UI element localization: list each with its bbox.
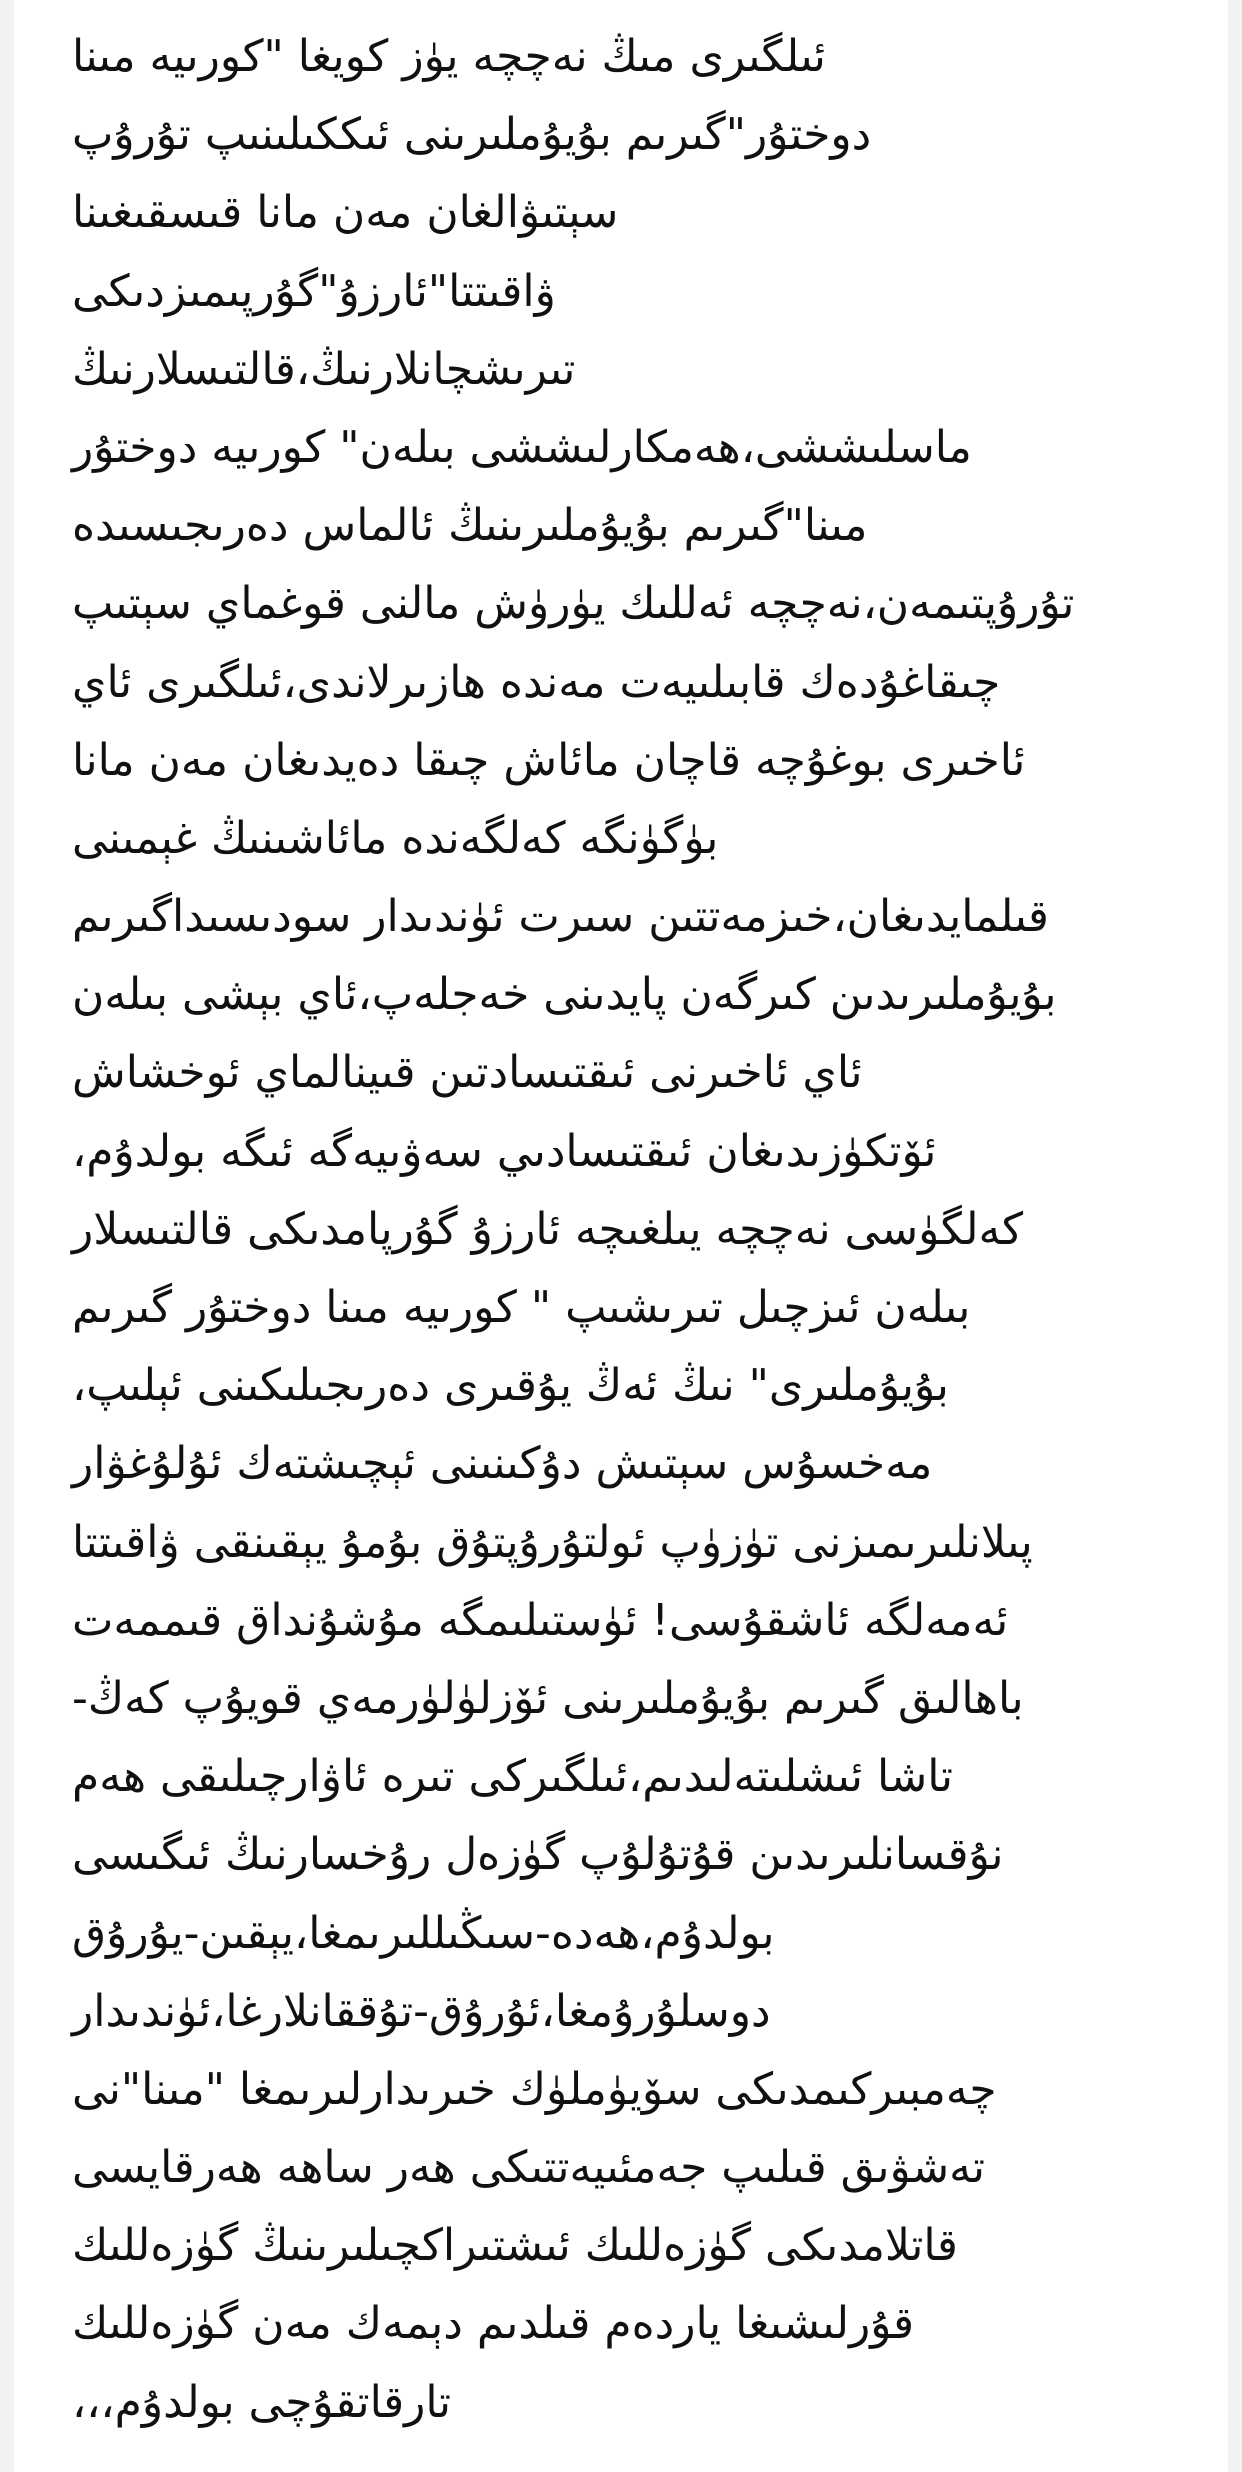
text-line: بۇيۇملىرى" نىڭ ئەڭ يۇقىرى دەرىجىلىكىنى ئېلىپ، (72, 1360, 949, 1412)
text-line: بىلەن ئىزچىل تىرىشىپ " كورىيە مىنا دوختۇر گىرىم (72, 1282, 971, 1333)
text-line: بۈگۈنگە كەلگەندە مائاشىنىڭ غېمىنى (72, 812, 719, 864)
text-line: پىلانلىرىمىزنى تۈزۈپ ئولتۇرۇپتۇق بۇمۇ يېقىنقى ۋاقىتتا (72, 1516, 1033, 1568)
text-line: مەخسۇس سېتىش دۇكىنىنى ئېچىشتەك ئۇلۇغۋار (72, 1438, 933, 1490)
text-line: چىقاغۇدەك قابىلىيەت مەندە ھازىرلاندى،ئىلگىرى ئاي (72, 656, 1001, 708)
text-line: ئىلگىرى مىڭ نەچچە يۈز كويغا "كورىيە مىنا (72, 31, 826, 82)
text-line: ئەمەلگە ئاشقۇسى! ئۈستىلىمگە مۇشۇنداق قىممەت (72, 1594, 1009, 1646)
article-page (14, 0, 1228, 2472)
text-line: قاتلامدىكى گۈزەللىك ئىشتىراكچىلىرىنىڭ گۈزەللىك (72, 2220, 958, 2272)
text-line: تاشا ئىشلىتەلىدىم،ئىلگىركى تىرە ئاۋارچىلىقى ھەم (72, 1751, 953, 1803)
text-line: ماسلىششى،ھەمكارلىششى بىلەن" كورىيە دوختۇر (72, 421, 972, 473)
text-line: تىرىشچانلارنىڭ،قالتىسلارنىڭ (72, 343, 576, 395)
text-line: بولدۇم،ھەدە-سىڭىللىرىمغا،يېقىن-يۇرۇق (72, 1907, 775, 1959)
text-line: ئاخىرى بوغۇچە قاچان مائاش چىقا دەيدىغان مەن مانا (72, 734, 1026, 786)
text-line: باھالىق گىرىم بۇيۇملىرىنى ئۆزلۈلۈرمەي قويۇپ كەڭ- (72, 1672, 1024, 1724)
text-line: ئاي ئاخىرنى ئىقتىسادتىن قىينالماي ئوخشاش (72, 1047, 863, 1099)
text-line: بۇيۇملىرىدىن كىرگەن پايدىنى خەجلەپ،ئاي بېشى بىلەن (72, 969, 1057, 1021)
text-line: سېتىۋالغان مەن مانا قىسقىغىنا (72, 187, 619, 239)
text-line: ۋاقىتتا"ئارزۇ"گۇرپىمىزدىكى (72, 265, 556, 317)
text-line: تۇرۇپتىمەن،نەچچە ئەللىك يۈرۈش مالنى قوغماي سېتىپ (72, 578, 1075, 630)
text-line: دوسلۇرۇمغا،ئۇرۇق-تۇققانلارغا،ئۈندىدار (72, 1985, 771, 2037)
text-line: دوختۇر"گىرىم بۇيۇملىرىنى ئىككىلىنىپ تۇرۇپ (72, 109, 872, 161)
text-line: مىنا"گىرىم بۇيۇملىرىنىڭ ئالماس دەرىجىسىدە (72, 500, 868, 552)
text-line: كەلگۈسى نەچچە يىلغىچە ئارزۇ گۇرپامدىكى قالتىسلار (72, 1203, 1024, 1255)
text-line: تارقاتقۇچى بولدۇم،،، (72, 2376, 452, 2428)
text-line: قىلمايدىغان،خىزمەتتىن سىرت ئۈندىدار سودىسىداگىرىم (72, 891, 1049, 943)
article-body (72, 18, 1192, 2442)
text-line: نۇقسانلىرىدىن قۇتۇلۇپ گۈزەل رۇخسارنىڭ ئىگىسى (72, 1829, 1004, 1881)
text-line: قۇرلىشىغا ياردەم قىلدىم دېمەك مەن گۈزەللىك (72, 2298, 914, 2350)
text-line: تەشۋىق قىلىپ جەمئىيەتتىكى ھەر ساھە ھەرقايسى (72, 2142, 985, 2194)
text-line: ئۆتكۈزىدىغان ئىقتىسادىي سەۋىيەگە ئىگە بولدۇم، (72, 1125, 937, 1177)
text-line: چەمبىركىمدىكى سۆيۈملۈك خىرىدارلىرىمغا "مىنا"نى (72, 2063, 997, 2115)
